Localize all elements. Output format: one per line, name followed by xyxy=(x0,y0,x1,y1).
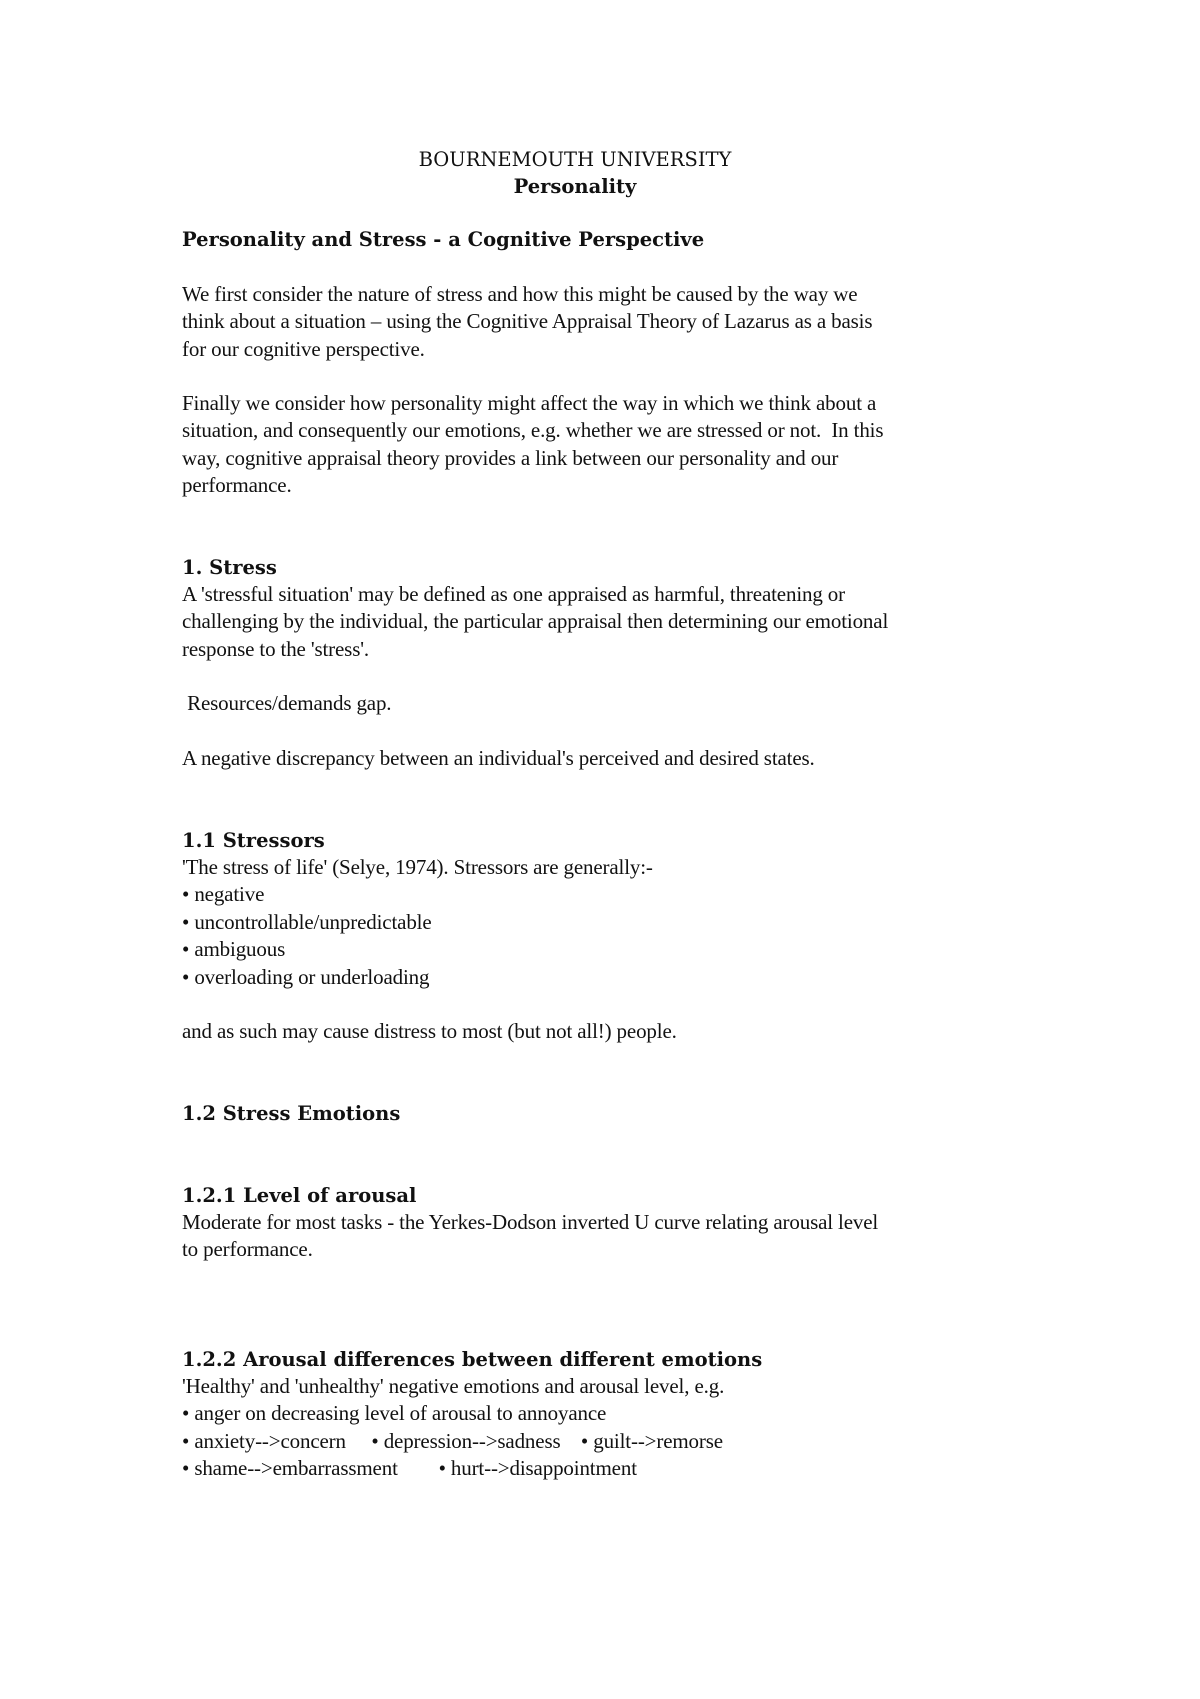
emotion-pairs-row xyxy=(182,1428,1042,1455)
section-heading-differences: 1.2.2 Arousal differences between different emotions xyxy=(182,1348,763,1371)
stressors-list xyxy=(182,854,1042,991)
document-title: Personality and Stress - a Cognitive Perspective xyxy=(182,228,705,251)
intro-paragraph-1 xyxy=(182,281,1042,363)
text-line: think about a situation – using the Cognitive Appraisal Theory of Lazarus as a basis xyxy=(182,309,873,334)
resources-gap-text: Resources/demands gap. xyxy=(182,691,392,715)
arousal-paragraph xyxy=(182,1209,1042,1264)
list-item: • depression-->sadness xyxy=(371,1429,560,1453)
list-item: • anger on decreasing level of arousal to annoyance xyxy=(182,1400,1042,1427)
stressors-conclusion: and as such may cause distress to most (but not all!) people. xyxy=(182,1019,677,1043)
list-item: • shame-->embarrassment xyxy=(182,1456,398,1480)
text-line: We first consider the nature of stress and how this might be caused by the way we xyxy=(182,282,858,306)
text-line: Moderate for most tasks - the Yerkes-Dodson inverted U curve relating arousal level xyxy=(182,1210,879,1234)
list-item: • uncontrollable/unpredictable xyxy=(182,909,1042,936)
course-title: Personality xyxy=(513,175,637,198)
section-heading-emotions: 1.2 Stress Emotions xyxy=(182,1102,401,1125)
text-line: for our cognitive perspective. xyxy=(182,336,425,361)
text-line: A 'stressful situation' may be defined as one appraised as harmful, threatening or xyxy=(182,582,845,606)
emotion-pairs-row xyxy=(182,1455,1042,1482)
list-item: • ambiguous xyxy=(182,936,1042,963)
text-line: 'Healthy' and 'unhealthy' negative emotions and arousal level, e.g. xyxy=(182,1374,725,1398)
text-line: situation, and consequently our emotions, e.g. whether we are stressed or not. In this xyxy=(182,418,884,443)
section-heading-arousal: 1.2.1 Level of arousal xyxy=(182,1184,417,1207)
list-item: • hurt-->disappointment xyxy=(439,1456,637,1480)
stress-paragraph xyxy=(182,581,1042,663)
text-line: response to the 'stress'. xyxy=(182,636,369,661)
discrepancy-text: A negative discrepancy between an individual's perceived and desired states. xyxy=(182,746,815,770)
section-heading-stress: 1. Stress xyxy=(182,556,277,579)
text-line: challenging by the individual, the particular appraisal then determining our emotional xyxy=(182,609,889,634)
text-line: 'The stress of life' (Selye, 1974). Stressors are generally:- xyxy=(182,855,653,879)
text-line: performance. xyxy=(182,473,292,498)
section-heading-stressors: 1.1 Stressors xyxy=(182,829,325,852)
list-item: • overloading or underloading xyxy=(182,964,1042,991)
text-line: way, cognitive appraisal theory provides a link between our personality and our xyxy=(182,445,839,470)
university-name: BOURNEMOUTH UNIVERSITY xyxy=(418,148,732,171)
intro-paragraph-2 xyxy=(182,390,1042,500)
differences-list xyxy=(182,1373,1042,1483)
text-line: to performance. xyxy=(182,1237,313,1262)
list-item: • anxiety-->concern xyxy=(182,1429,346,1453)
text-line: Finally we consider how personality might affect the way in which we think about a xyxy=(182,391,877,415)
list-item: • negative xyxy=(182,881,1042,908)
list-item: • guilt-->remorse xyxy=(581,1429,723,1453)
